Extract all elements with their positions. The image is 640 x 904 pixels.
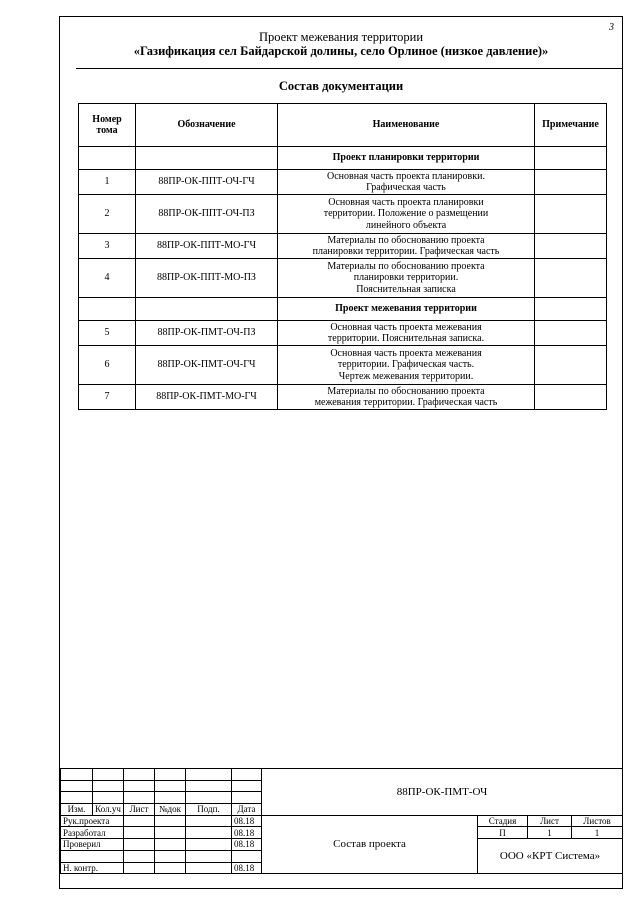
document-title: Состав документации [278, 79, 404, 93]
cell-volume: 3 [79, 234, 136, 259]
cell-name-line: Графическая часть [366, 182, 446, 193]
cell-name-line: Материалы по обоснованию проекта [327, 234, 485, 246]
cell-volume: 4 [79, 259, 136, 298]
cell-name [278, 195, 535, 234]
stamp-sheet: 1 [528, 827, 572, 839]
cell-code: 88ПР-ОК-ППТ-МО-ПЗ [136, 259, 278, 298]
table-row [79, 234, 607, 259]
stamp-hdr-ndok: №док [155, 804, 186, 816]
cell-name-line: Основная часть проекта межевания [330, 321, 482, 333]
cell-name [278, 321, 535, 346]
cell-name-line: Основная часть проекта межевания [330, 347, 482, 359]
cell-name [278, 259, 535, 298]
table-row [79, 346, 607, 385]
stamp-stage: П [478, 827, 528, 839]
cell-volume: 2 [79, 195, 136, 234]
page-frame [59, 16, 623, 889]
cell-note [535, 298, 607, 321]
table-header-row [79, 104, 607, 147]
stamp-role: Проверил [61, 839, 124, 851]
table-body [79, 147, 607, 410]
section-title: Проект межевания территории [278, 298, 535, 321]
stamp-role: Рук.проекта [61, 815, 124, 827]
table-row [79, 321, 607, 346]
cell-name-line: Основная часть проекта планировки. [327, 170, 485, 182]
table-row [79, 195, 607, 234]
stamp-date: 08.18 [232, 815, 262, 827]
cell-note [535, 346, 607, 385]
stamp-date [232, 850, 262, 862]
composition-table [78, 103, 607, 410]
cell-name-line: Пояснительная записка [356, 283, 456, 295]
stamp-hdr-izm: Изм. [61, 804, 93, 816]
cell-name-line: территории. Положение о размещении [323, 208, 489, 220]
page-number: 3 [609, 22, 614, 33]
cell-name-line: Основная часть проекта планировки [328, 196, 484, 208]
section-row [79, 298, 607, 321]
stamp-sheets-label: Листов [572, 815, 623, 827]
cell-name-line: территории. Пояснительная записка. [327, 333, 485, 344]
stamp-role [61, 850, 124, 862]
section-row [79, 147, 607, 170]
header-divider [76, 68, 622, 69]
cell-code [136, 298, 278, 321]
stamp-sheet-label: Лист [528, 815, 572, 827]
col-header-name: Наименование [278, 104, 535, 147]
cell-note [535, 195, 607, 234]
stamp-hdr-list: Лист [124, 804, 155, 816]
cell-name-line: межевания территории. Графическая часть [314, 397, 498, 408]
table-row [79, 385, 607, 410]
cell-note [535, 321, 607, 346]
cell-name-line: Материалы по обоснованию проекта [327, 260, 485, 272]
stamp-title: Состав проекта [262, 815, 478, 873]
stamp-hdr-date: Дата [232, 804, 262, 816]
cell-note [535, 147, 607, 170]
cell-code: 88ПР-ОК-ПМТ-ОЧ-ПЗ [136, 321, 278, 346]
cell-code: 88ПР-ОК-ПМТ-МО-ГЧ [136, 385, 278, 410]
cell-note [535, 170, 607, 195]
stamp-stage-label: Стадия [478, 815, 528, 827]
stamp-date: 08.18 [232, 827, 262, 839]
cell-code: 88ПР-ОК-ПМТ-ОЧ-ГЧ [136, 346, 278, 385]
cell-code: 88ПР-ОК-ППТ-ОЧ-ГЧ [136, 170, 278, 195]
cell-code: 88ПР-ОК-ППТ-ОЧ-ПЗ [136, 195, 278, 234]
cell-note [535, 234, 607, 259]
table-row [79, 259, 607, 298]
header-line-1: Проект межевания территории [258, 30, 424, 44]
cell-name [278, 170, 535, 195]
cell-volume [79, 298, 136, 321]
stamp-sheets: 1 [572, 827, 623, 839]
stamp-role: Н. контр. [61, 862, 124, 874]
cell-note [535, 259, 607, 298]
cell-code: 88ПР-ОК-ППТ-МО-ГЧ [136, 234, 278, 259]
cell-code [136, 147, 278, 170]
stamp-date: 08.18 [232, 839, 262, 851]
cell-volume: 6 [79, 346, 136, 385]
cell-name-line: планировки территории. Графическая часть [312, 246, 500, 257]
cell-volume: 1 [79, 170, 136, 195]
cell-volume: 7 [79, 385, 136, 410]
section-title: Проект планировки территории [278, 147, 535, 170]
stamp-date: 08.18 [232, 862, 262, 874]
header-line-2: «Газификация сел Байдарской долины, село Орлиное (низкое давление)» [133, 44, 549, 58]
cell-name [278, 234, 535, 259]
cell-name [278, 385, 535, 410]
cell-name-line: планировки территории. [353, 272, 459, 284]
cell-name-line: линейного объекта [365, 219, 447, 231]
cell-name [278, 346, 535, 385]
stamp-role: Разработал [61, 827, 124, 839]
col-header-volume: Номер тома [79, 104, 136, 147]
cell-volume: 5 [79, 321, 136, 346]
table-row [79, 170, 607, 195]
stamp-hdr-kolvo: Кол.уч [93, 804, 124, 816]
title-block [60, 768, 623, 874]
cell-name-line: Материалы по обоснованию проекта [327, 385, 485, 397]
col-header-note: Примечание [535, 104, 607, 147]
stamp-org: ООО «КРТ Система» [478, 839, 623, 874]
cell-name-line: территории. Графическая часть. [337, 359, 475, 371]
cell-name-line: Чертеж межевания территории. [338, 370, 474, 382]
cell-note [535, 385, 607, 410]
stamp-code: 88ПР-ОК-ПМТ-ОЧ [262, 769, 623, 816]
col-header-code: Обозначение [136, 104, 278, 147]
stamp-hdr-podp: Подп. [186, 804, 232, 816]
cell-volume [79, 147, 136, 170]
